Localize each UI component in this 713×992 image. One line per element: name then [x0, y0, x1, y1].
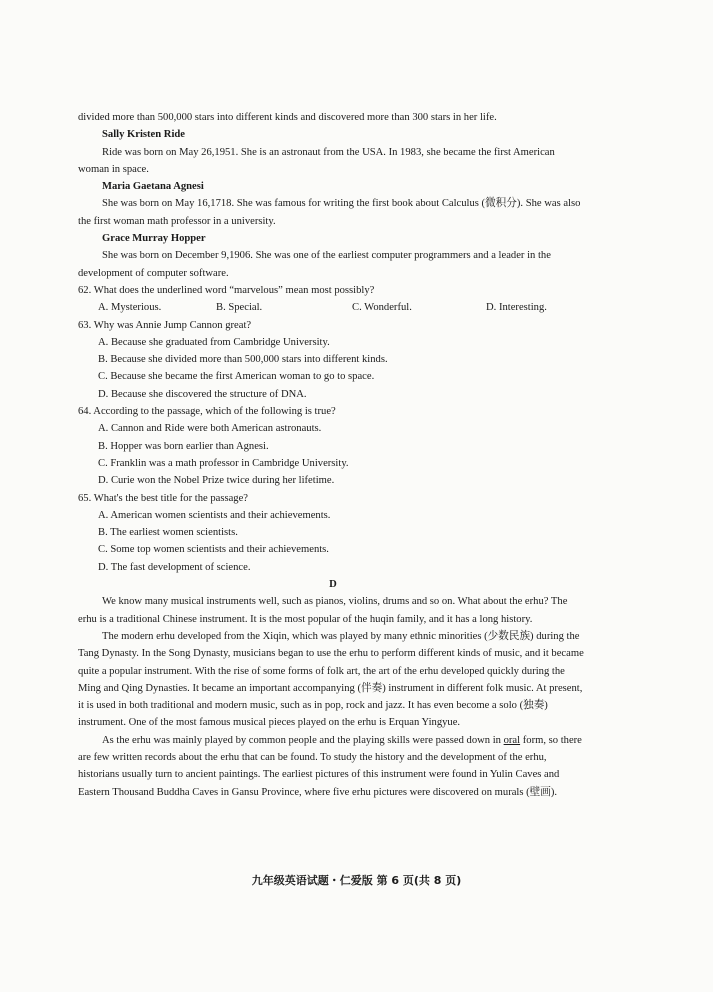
question-64-option-d: D. Curie won the Nobel Prize twice during her lifetime. [98, 475, 335, 487]
question-63-option-a: A. Because she graduated from Cambridge University. [98, 336, 330, 348]
bio-name-ride: Sally Kristen Ride [102, 129, 185, 141]
section-label: D [329, 579, 337, 591]
question-62-option-a: A. Mysterious. [98, 302, 162, 314]
passage-continuation: divided more than 500,000 stars into different kinds and discovered more than 300 stars in her life. [78, 112, 497, 123]
paragraph-3-rest: form, so there are few written records about the erhu that can be found. To study the history and the development of the erhu, historians usually turn to ancient paintings. The earliest pictures of this instrument were found in Yulin Caves and Eastern Thousand Buddha Caves in Gansu Province, where five erhu pictures were discovered on murals (壁画). [78, 734, 582, 798]
question-64-stem: 64. According to the passage, which of the following is true? [78, 406, 336, 418]
underlined-word-oral: oral [503, 734, 521, 746]
page-footer: 九年级英语试题・仁爱版 第 6 页(共 8 页) [251, 874, 462, 887]
question-63-stem: 63. Why was Annie Jump Cannon great? [78, 319, 252, 331]
question-64-option-b: B. Hopper was born earlier than Agnesi. [98, 440, 269, 452]
question-65-option-c: C. Some top women scientists and their achievements. [98, 544, 329, 556]
question-65-option-d: D. The fast development of science. [98, 561, 251, 573]
page-content [78, 109, 588, 801]
question-62-options [78, 299, 588, 316]
question-63-option-b: B. Because she divided more than 500,000 stars into different kinds. [98, 354, 388, 366]
bio-text-ride: Ride was born on May 26,1951. She is an astronaut from the USA. In 1983, she became the first American woman in space. [78, 146, 555, 175]
question-62-option-c: C. Wonderful. [352, 302, 412, 314]
bio-name-hopper: Grace Murray Hopper [102, 233, 206, 245]
question-65-option-b: B. The earliest women scientists. [98, 527, 238, 539]
bio-name-agnesi: Maria Gaetana Agnesi [102, 181, 204, 193]
question-64-option-c: C. Franklin was a math professor in Cambridge University. [98, 457, 349, 469]
question-65-option-a: A. American women scientists and their achievements. [98, 509, 331, 521]
question-63-option-c: C. Because she became the first American woman to go to space. [98, 371, 375, 383]
question-62-option-b: B. Special. [216, 302, 263, 314]
question-65-stem: 65. What's the best title for the passage? [78, 492, 248, 504]
passage-d-paragraph-2: The modern erhu developed from the Xiqin, which was played by many ethnic minorities (少数民族) during the Tang Dynasty. In the Song Dynasty, musicians began to use the erhu to perform different kinds of music, and it became quite a popular instrument. With the rise of some forms of folk art, the art of the erhu developed quickly during the Ming and Qing Dynasties. It became an important accompanying (伴奏) instrument in different folk music. At present, it is used in both traditional and modern music, such as in pop, rock and jazz. It has even become a solo (独奏) instrument. One of the most famous musical pieces played on the erhu is Erquan Yingyue. [78, 630, 584, 729]
bio-text-hopper: She was born on December 9,1906. She was one of the earliest computer programmers and a leader in the development of computer software. [78, 250, 551, 279]
paragraph-3-start: As the erhu was mainly played by common people and the playing skills were passed down in [102, 734, 504, 746]
question-62-option-d: D. Interesting. [486, 302, 547, 314]
question-62-stem: 62. What does the underlined word “marvelous” mean most possibly? [78, 284, 375, 296]
bio-text-agnesi: She was born on May 16,1718. She was famous for writing the first book about Calculus (微积分). She was also the first woman math professor in a university. [78, 198, 581, 227]
question-64-option-a: A. Cannon and Ride were both American astronauts. [98, 423, 322, 435]
passage-d-paragraph-1: We know many musical instruments well, such as pianos, violins, drums and so on. What about the erhu? The erhu is a traditional Chinese instrument. It is the most popular of the huqin family, and it has a long history. [78, 596, 568, 625]
passage-d-paragraph-3 [78, 732, 588, 801]
question-63-option-d: D. Because she discovered the structure of DNA. [98, 388, 307, 400]
